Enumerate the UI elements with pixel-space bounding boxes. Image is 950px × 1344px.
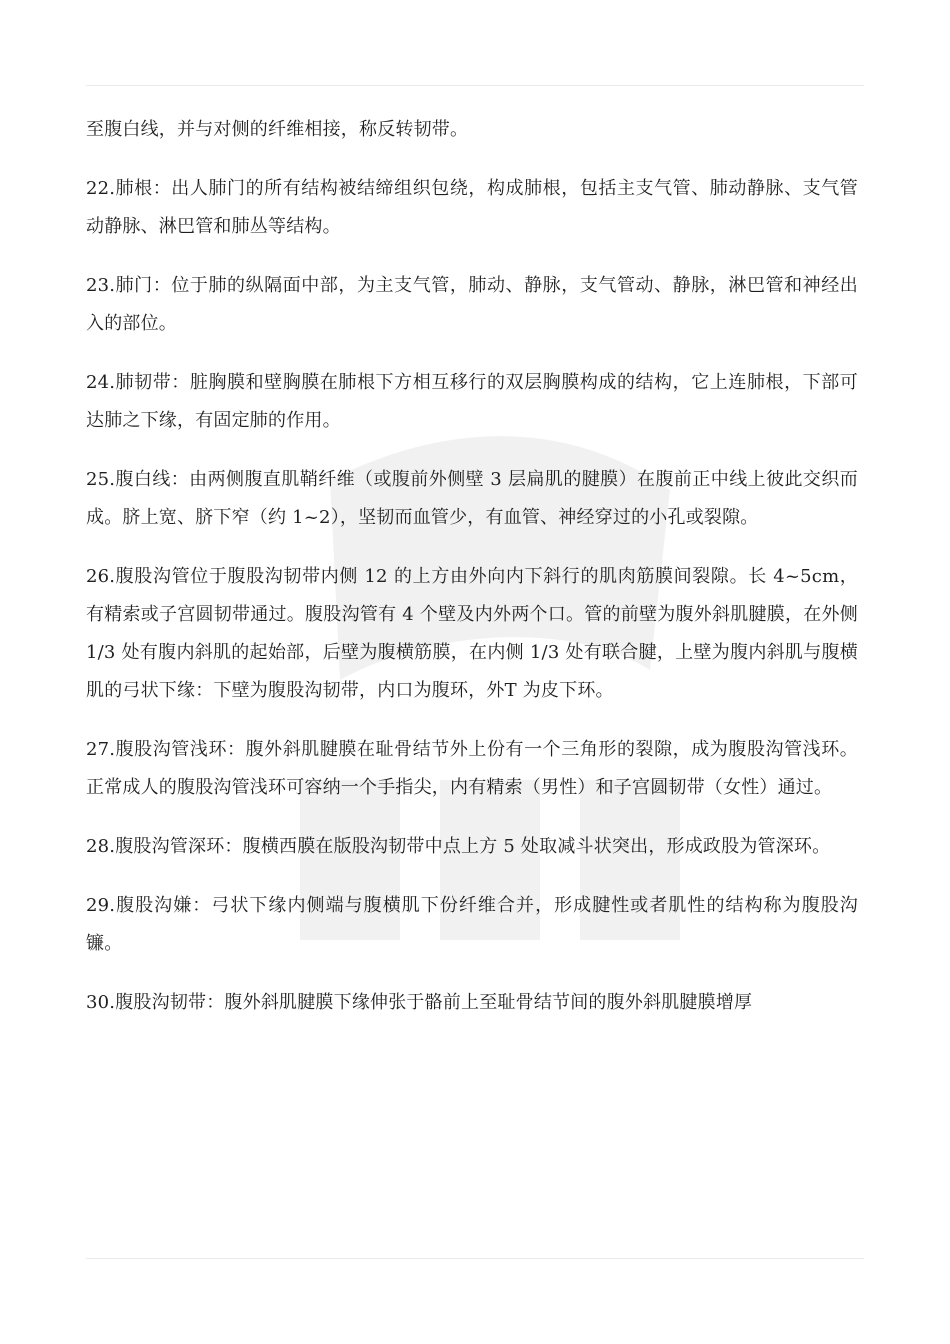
paragraph: 29.腹股沟嫌：弓状下缘内侧端与腹横肌下份纤维合并，形成腱性或者肌性的结构称为腹股沟镰。 — [86, 895, 858, 954]
footer-divider — [86, 1258, 864, 1259]
paragraph: 26.腹股沟管位于腹股沟韧带内侧 12 的上方由外向内下斜行的肌肉筋膜间裂隙。长 4~5cm，有精索或子宫圆韧带通过。腹股沟管有 4 个壁及内外两个口。管的前壁为腹外斜肌腱膜，在外侧 1/3 处有腹内斜肌的起始部，后壁为腹横筋膜，在内侧 1/3 处有联合腱，上壁为腹内斜肌与腹横肌的弓状下缘：下壁为腹股沟韧带，内口为腹环，外T 为皮下环。 — [86, 566, 858, 701]
paragraph: 23.肺门：位于肺的纵隔面中部，为主支气管，肺动、静脉，支气管动、静脉，淋巴管和神经出入的部位。 — [86, 275, 858, 334]
paragraph: 至腹白线，并与对侧的纤维相接，称反转韧带。 — [86, 119, 469, 140]
paragraph: 22.肺根：出人肺门的所有结构被结缔组织包绕，构成肺根，包括主支气管、肺动静脉、支气管动静脉、淋巴管和肺丛等结构。 — [86, 178, 858, 237]
paragraph: 24.肺韧带：脏胸膜和壁胸膜在肺根下方相互移行的双层胸膜构成的结构，它上连肺根，下部可达肺之下缘，有固定肺的作用。 — [86, 372, 858, 431]
paragraph: 28.腹股沟管深环：腹横西膜在版股沟韧带中点上方 5 处取减斗状突出，形成政股为管深环。 — [86, 836, 831, 857]
paragraph: 30.腹股沟韧带：腹外斜肌腱膜下缘伸张于骼前上至耻骨结节间的腹外斜肌腱膜增厚 — [86, 992, 753, 1013]
paragraph: 27.腹股沟管浅环：腹外斜肌腱膜在耻骨结节外上份有一个三角形的裂隙，成为腹股沟管浅环。正常成人的腹股沟管浅环可容纳一个手指尖，内有精索（男性）和子宫圆韧带（女性）通过。 — [86, 739, 858, 798]
header-divider — [86, 85, 864, 86]
paragraph: 25.腹白线：由两侧腹直肌鞘纤维（或腹前外侧壁 3 层扁肌的腱膜）在腹前正中线上彼此交织而成。脐上宽、脐下窄（约 1~2），坚韧而血管少，有血管、神经穿过的小孔或裂隙。 — [86, 469, 858, 528]
document-body — [86, 111, 858, 1043]
